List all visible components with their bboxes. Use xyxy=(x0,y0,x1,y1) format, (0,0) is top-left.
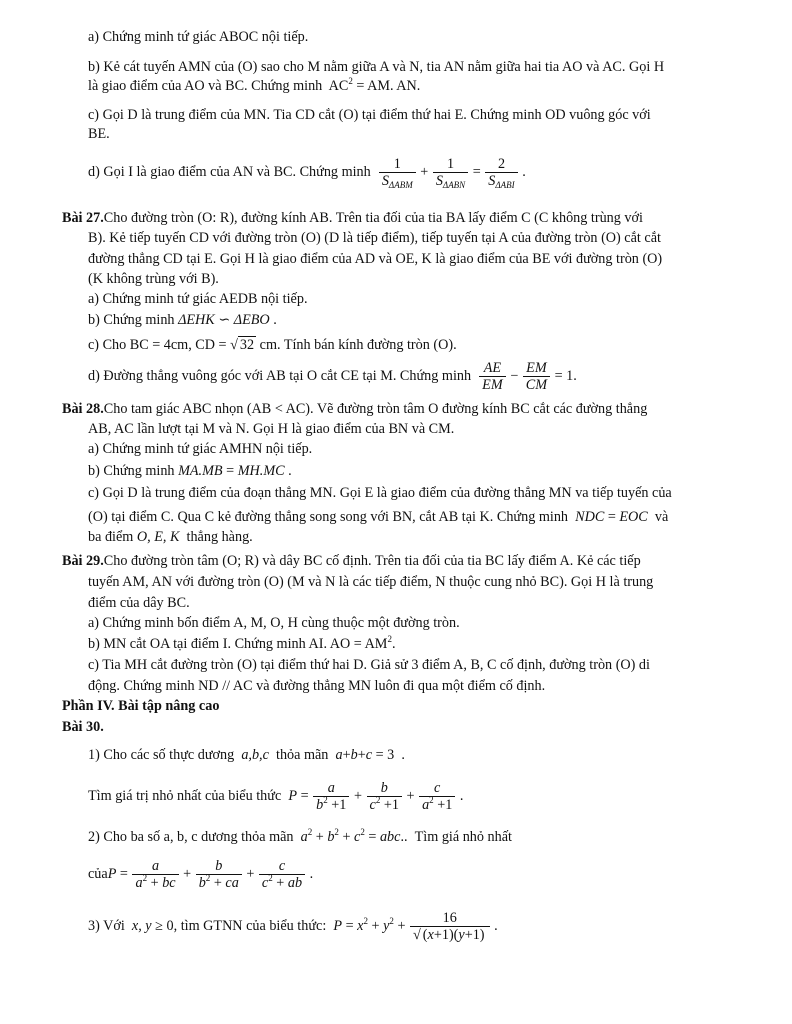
text-line-formula: Tìm giá trị nhỏ nhất của biểu thức P = $\frac{a}{b^2 +1}$ + $\frac{b}{c^2 +1}$ + $\frac{c}{a^2 +1}$ . xyxy=(88,780,464,814)
text-line: c) Cho BC = 4cm, CD = √ 32 cm. Tính bán kính đường tròn (O). xyxy=(88,337,457,353)
section-heading: Phần IV. Bài tập nâng cao xyxy=(62,698,220,714)
text-line: c) Gọi D là trung điểm của đoạn thẳng MN. Gọi E là giao điểm của đường thẳng MN va tiếp tuyến của xyxy=(88,485,672,501)
text-line: 2) Cho ba số a, b, c dương thỏa mãn $a^2 + b^2 + c^2$ = abc.. Tìm giá nhỏ nhất xyxy=(88,827,512,845)
exercise-30-heading: Bài 30. xyxy=(62,719,104,735)
text-line: ba điểm O, E, K thẳng hàng. xyxy=(88,529,253,545)
text-line: đường thẳng CD tại E. Gọi H là giao điểm của AD và OE, K là giao điểm của BE với đường tròn (O) xyxy=(88,251,663,267)
text-line: (K không trùng với B). xyxy=(88,271,219,287)
text-line-formula: 3) Với x, y ≥ 0, tìm GTNN của biểu thức: $P = x^2 + y^2$ + $\frac{16}{√ (x+1)(y+1)}$ . xyxy=(88,910,498,944)
exercise-29-line: Bài 29.Cho đường tròn tâm (O; R) và dây BC cố định. Trên tia đối của tia BC lấy điểm A. Kẻ các tiếp xyxy=(62,553,641,569)
exercise-28-line: Bài 28.Cho tam giác ABC nhọn (AB < AC). Vẽ đường tròn tâm O đường kính BC cắt các đường thẳng xyxy=(62,401,648,417)
text-line: (O) tại điểm C. Qua C kẻ đường thẳng song song với BN, cắt AB tại K. Chứng minh NDC = EOC và xyxy=(88,509,669,525)
text-line: B). Kẻ tiếp tuyến CD với đường tròn (O) (D là tiếp điểm), tiếp tuyến tại A của đường tròn (O) cắt cắt xyxy=(88,230,661,246)
text-line: b) Chứng minh ΔEHK ∽ ΔEBO . xyxy=(88,312,277,328)
text-line: động. Chứng minh ND // AC và đường thẳng MN luôn đi qua một điểm cố định. xyxy=(88,678,546,694)
text-line-formula: d) Gọi I là giao điểm của AN và BC. Chứng minh 1 $S_{\Delta ABM}$ + 1 $S_{\Delta ABN}$ = 2 $S_{\Delta ABI}$ . xyxy=(88,156,526,191)
text-line: a) Chứng minh tứ giác ABOC nội tiếp. xyxy=(88,29,309,45)
text-line: c) Tia MH cắt đường tròn (O) tại điểm thứ hai D. Giả sử 3 điểm A, B, C cố định, đường tròn (O) di xyxy=(88,657,650,673)
text-line: điểm của dây BC. xyxy=(88,595,190,611)
text-line: a) Chứng minh tứ giác AMHN nội tiếp. xyxy=(88,441,313,457)
text-line: là giao điểm của AO và BC. Chứng minh $AC^2$ = AM. AN. xyxy=(88,76,421,94)
text-line: c) Gọi D là trung điểm của MN. Tia CD cắt (O) tại điểm thứ hai E. Chứng minh OD vuông góc với xyxy=(88,107,651,123)
text-line: b) MN cắt OA tại điểm I. Chứng minh AI. AO = $AM^2$. xyxy=(88,634,396,652)
text-line: 1) Cho các số thực dương a,b,c thỏa mãn a+b+c = 3 . xyxy=(88,747,405,763)
text-line: a) Chứng minh tứ giác AEDB nội tiếp. xyxy=(88,291,308,307)
exercise-27-line: Bài 27.Cho đường tròn (O: R), đường kính AB. Trên tia đối của tia BA lấy điểm C (C không trùng với xyxy=(62,210,643,226)
text-line-formula: d) Đường thẳng vuông góc với AB tại O cắt CE tại M. Chứng minh $\frac{AE}{EM}$ − $\frac{EM}{CM}$ = 1. xyxy=(88,360,577,394)
text-line: BE. xyxy=(88,126,110,142)
text-line: b) Chứng minh MA.MB = MH.MC . xyxy=(88,463,292,479)
text-line-formula: củaP = $\frac{a}{a^2 + bc}$ + $\frac{b}{b^2 + ca}$ + $\frac{c}{c^2 + ab}$ . xyxy=(88,858,314,892)
text-line: AB, AC lần lượt tại M và N. Gọi H là giao điểm của BN và CM. xyxy=(88,421,455,437)
text-line: tuyến AM, AN với đường tròn (O) (M và N là các tiếp điểm, N thuộc cung nhỏ BC). Gọi H là trung xyxy=(88,574,654,590)
text-line: a) Chứng minh bốn điểm A, M, O, H cùng thuộc một đường tròn. xyxy=(88,615,460,631)
text-line: b) Kẻ cát tuyến AMN của (O) sao cho M nằm giữa A và N, tia AN nằm giữa hai tia AO và AC. Gọi H xyxy=(88,59,665,75)
